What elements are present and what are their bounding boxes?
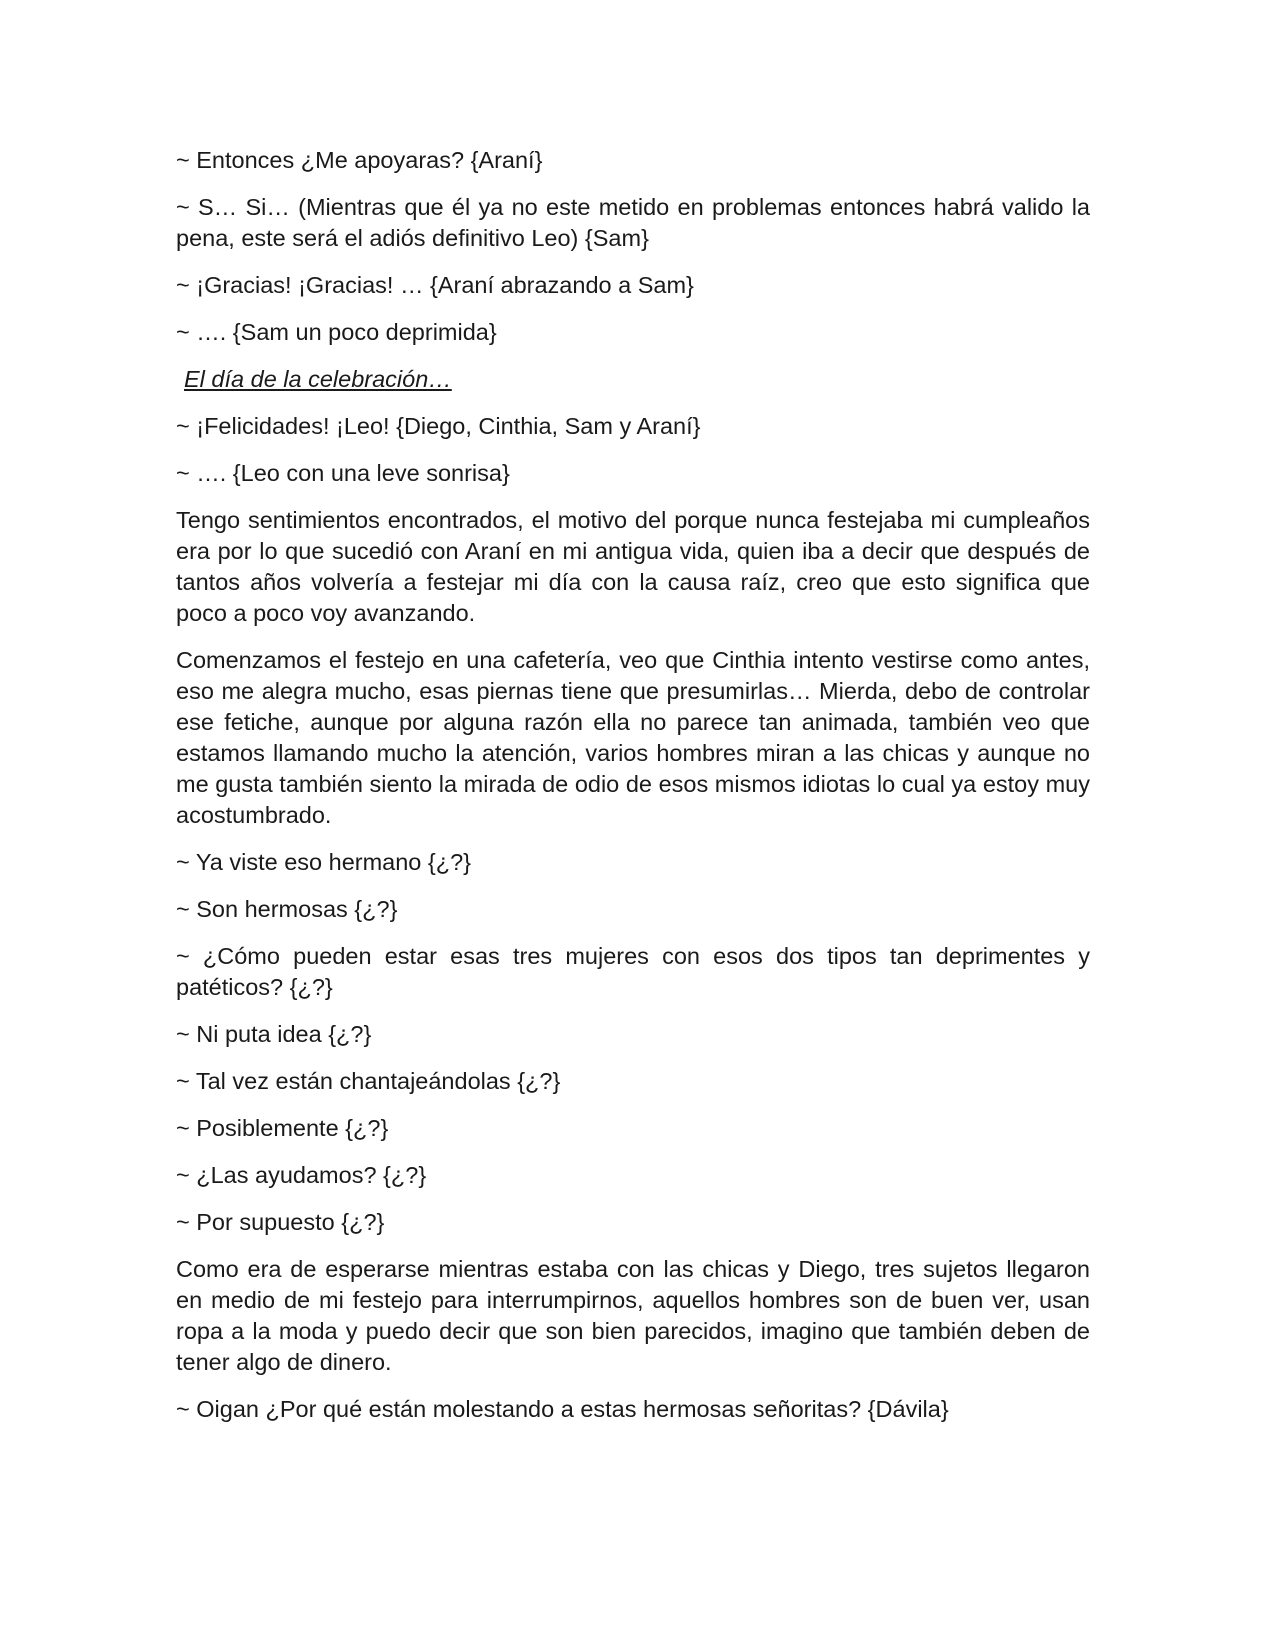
dialogue-line: ~ Ya viste eso hermano {¿?}: [176, 849, 472, 875]
dialogue-line: ~ Posiblemente {¿?}: [176, 1115, 389, 1141]
narration-paragraph: Comenzamos el festejo en una cafetería, veo que Cinthia intento vestirse como antes, eso me alegra mucho, esas piernas tiene que presumirlas… Mierda, debo de controlar ese fetiche, aunque por alguna razón ella no parece tan animada, también veo que estamos llamando mucho la atención, varios hombres miran a las chicas y aunque no me gusta también siento la mirada de odio de esos mismos idiotas lo cual ya estoy muy acostumbrado.: [176, 647, 1090, 828]
dialogue-line: ~ ¿Las ayudamos? {¿?}: [176, 1162, 427, 1188]
dialogue-line: ~ Tal vez están chantajeándolas {¿?}: [176, 1068, 561, 1094]
narration-paragraph: Tengo sentimientos encontrados, el motivo del porque nunca festejaba mi cumpleaños era por lo que sucedió con Araní en mi antigua vida, quien iba a decir que después de tantos años volvería a festejar mi día con la causa raíz, creo que esto significa que poco a poco voy avanzando.: [176, 507, 1090, 626]
dialogue-line: ~ …. {Sam un poco deprimida}: [176, 319, 497, 345]
dialogue-line: ~ Por supuesto {¿?}: [176, 1209, 385, 1235]
dialogue-line: ~ …. {Leo con una leve sonrisa}: [176, 460, 510, 486]
section-heading: El día de la celebración…: [184, 366, 452, 392]
dialogue-line: ~ Entonces ¿Me apoyaras? {Araní}: [176, 147, 543, 173]
dialogue-line: ~ S… Si… (Mientras que él ya no este metido en problemas entonces habrá valido la pena, este será el adiós definitivo Leo) {Sam}: [176, 194, 1090, 251]
dialogue-line: ~ ¡Gracias! ¡Gracias! … {Araní abrazando a Sam}: [176, 272, 694, 298]
page-body: [176, 145, 1090, 1441]
narration-paragraph: Como era de esperarse mientras estaba con las chicas y Diego, tres sujetos llegaron en medio de mi festejo para interrumpirnos, aquellos hombres son de buen ver, usan ropa a la moda y puedo decir que son bien parecidos, imagino que también deben de tener algo de dinero.: [176, 1256, 1090, 1375]
dialogue-line: ~ ¡Felicidades! ¡Leo! {Diego, Cinthia, Sam y Araní}: [176, 413, 701, 439]
dialogue-line: ~ ¿Cómo pueden estar esas tres mujeres con esos dos tipos tan deprimentes y patéticos? {¿?}: [176, 943, 1090, 1000]
dialogue-line: ~ Ni puta idea {¿?}: [176, 1021, 372, 1047]
dialogue-line: ~ Son hermosas {¿?}: [176, 896, 398, 922]
dialogue-line: ~ Oigan ¿Por qué están molestando a estas hermosas señoritas? {Dávila}: [176, 1396, 949, 1422]
